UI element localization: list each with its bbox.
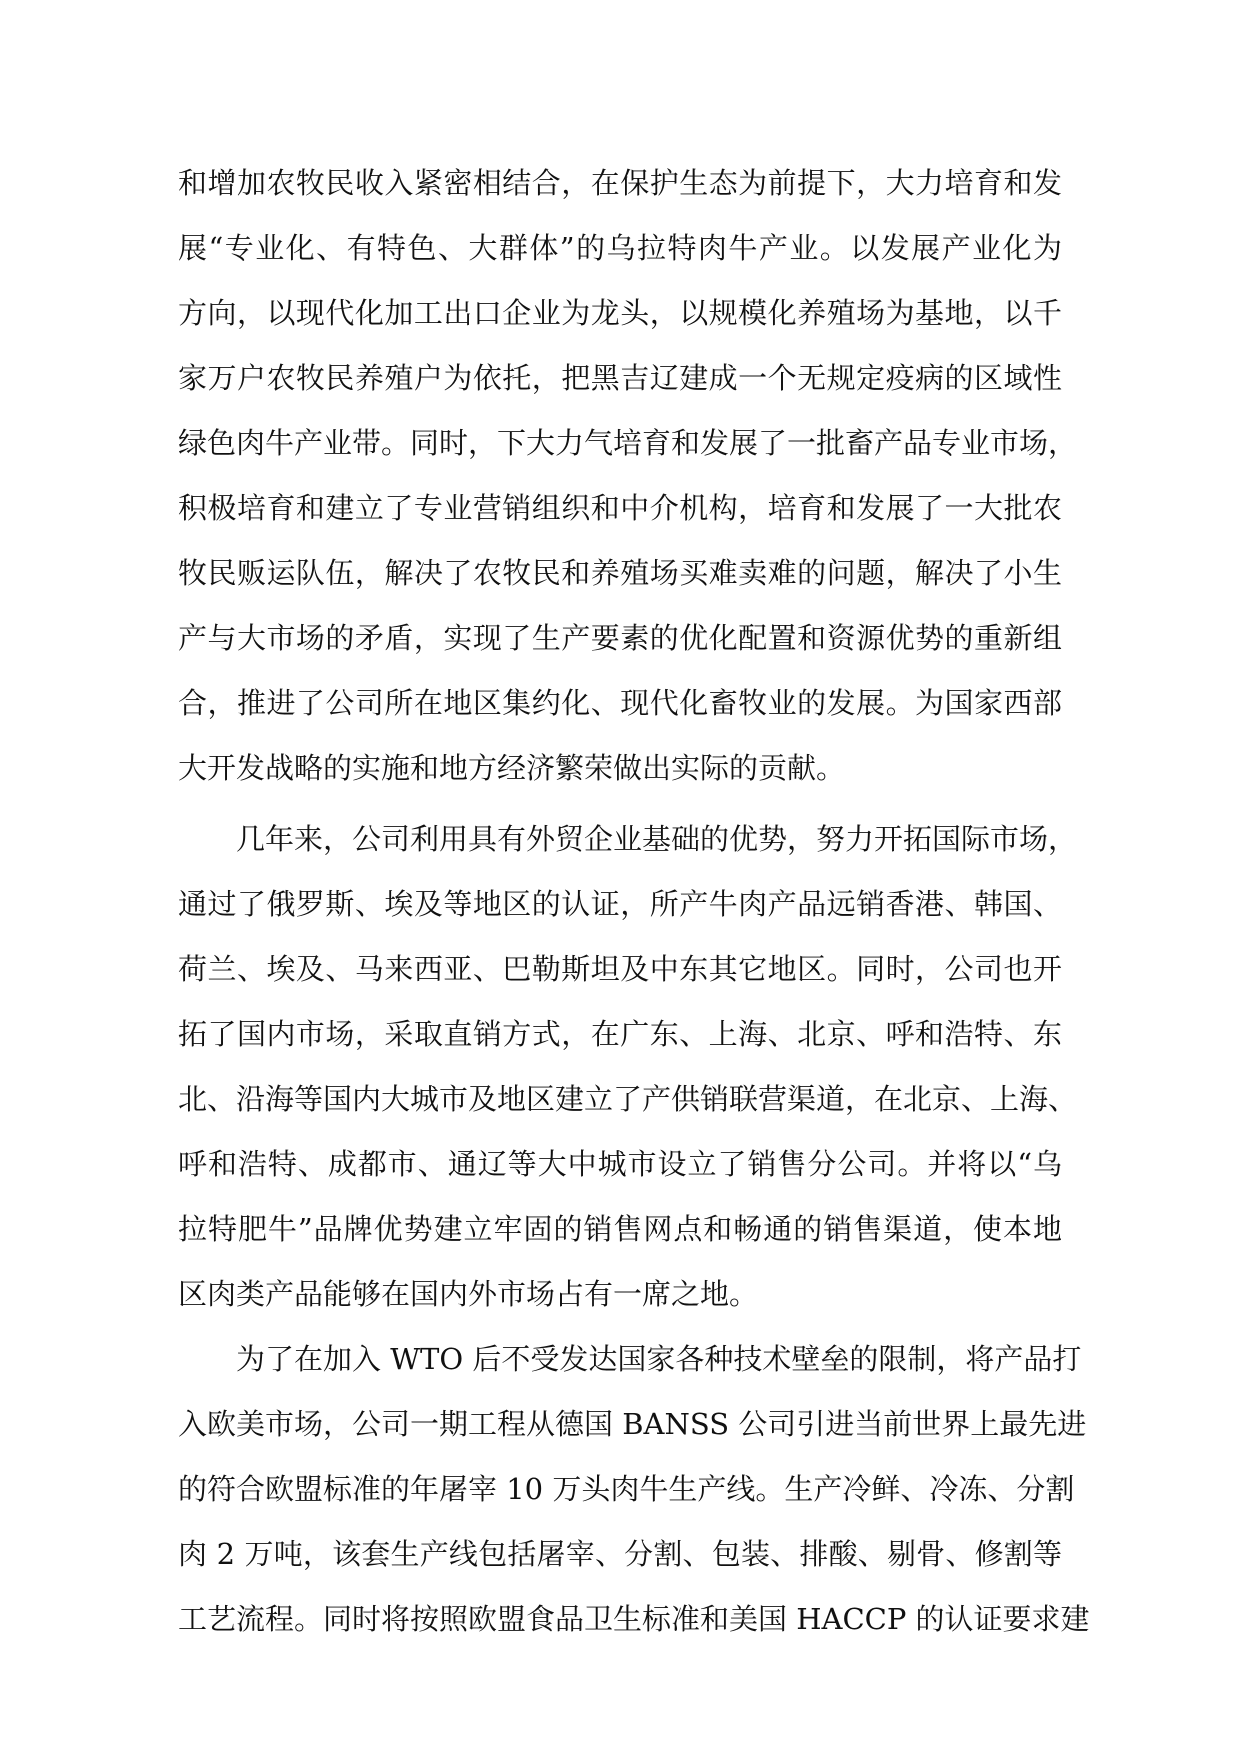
text-line: 和增加农牧民收入紧密相结合，在保护生态为前提下，大力培育和发 bbox=[178, 166, 1062, 200]
text-line: 为了在加入 WTO 后不受发达国家各种技术壁垒的限制，将产品打 bbox=[236, 1342, 1082, 1376]
text-line: 的符合欧盟标准的年屠宰 10 万头肉牛生产线。生产冷鲜、冷冻、分割 bbox=[178, 1472, 1075, 1506]
text-line: 方向，以现代化加工出口企业为龙头，以规模化养殖场为基地，以千 bbox=[178, 296, 1062, 330]
text-line: 牧民贩运队伍，解决了农牧民和养殖场买难卖难的问题，解决了小生 bbox=[178, 556, 1062, 590]
text-line: 展“专业化、有特色、大群体”的乌拉特肉牛产业。以发展产业化为 bbox=[178, 231, 1062, 265]
text-line: 拉特肥牛”品牌优势建立牢固的销售网点和畅通的销售渠道，使本地 bbox=[178, 1212, 1062, 1246]
document-body bbox=[178, 158, 1090, 1659]
text-line: 北、沿海等国内大城市及地区建立了产供销联营渠道，在北京、上海、 bbox=[178, 1082, 1078, 1116]
paragraph-2 bbox=[178, 814, 1078, 1334]
text-line: 入欧美市场，公司一期工程从德国 BANSS 公司引进当前世界上最先进 bbox=[178, 1407, 1087, 1441]
text-line: 产与大市场的矛盾，实现了生产要素的优化配置和资源优势的重新组 bbox=[178, 621, 1062, 655]
paragraph-1 bbox=[178, 158, 1078, 808]
text-line: 合，推进了公司所在地区集约化、现代化畜牧业的发展。为国家西部 bbox=[178, 686, 1062, 720]
text-line: 呼和浩特、成都市、通辽等大中城市设立了销售分公司。并将以“乌 bbox=[178, 1147, 1062, 1181]
text-line: 绿色肉牛产业带。同时，下大力气培育和发展了一批畜产品专业市场， bbox=[178, 426, 1078, 460]
text-line: 荷兰、埃及、马来西亚、巴勒斯坦及中东其它地区。同时，公司也开 bbox=[178, 952, 1062, 986]
text-line: 通过了俄罗斯、埃及等地区的认证，所产牛肉产品远销香港、韩国、 bbox=[178, 887, 1062, 921]
text-line: 拓了国内市场，采取直销方式，在广东、上海、北京、呼和浩特、东 bbox=[178, 1017, 1062, 1051]
text-line: 区肉类产品能够在国内外市场占有一席之地。 bbox=[178, 1277, 759, 1311]
paragraph-3 bbox=[178, 1334, 1090, 1659]
text-line: 肉 2 万吨，该套生产线包括屠宰、分割、包装、排酸、剔骨、修割等 bbox=[178, 1537, 1062, 1571]
text-line: 家万户农牧民养殖户为依托，把黑吉辽建成一个无规定疫病的区域性 bbox=[178, 361, 1062, 395]
text-line: 大开发战略的实施和地方经济繁荣做出实际的贡献。 bbox=[178, 751, 846, 785]
text-line: 积极培育和建立了专业营销组织和中介机构，培育和发展了一大批农 bbox=[178, 491, 1062, 525]
text-line: 工艺流程。同时将按照欧盟食品卫生标准和美国 HACCP 的认证要求建 bbox=[178, 1602, 1090, 1636]
text-line: 几年来，公司利用具有外贸企业基础的优势，努力开拓国际市场， bbox=[236, 822, 1078, 856]
